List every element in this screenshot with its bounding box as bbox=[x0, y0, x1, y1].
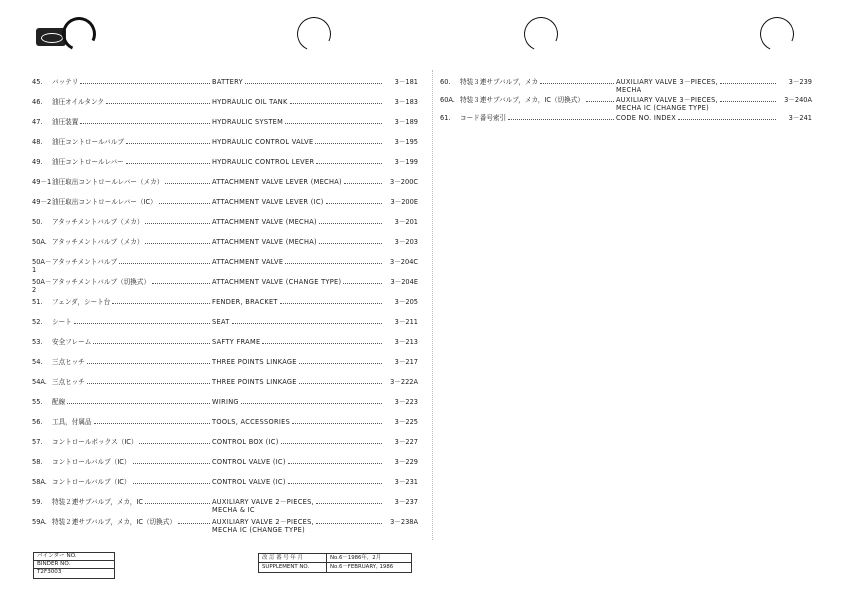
toc-entry-jp-wrap bbox=[32, 178, 212, 186]
leader-dots bbox=[126, 138, 210, 144]
toc-entry-en-title: CONTROL BOX (IC) bbox=[212, 438, 279, 446]
toc-entry bbox=[32, 278, 418, 298]
toc-entry-jp-wrap bbox=[32, 458, 212, 466]
toc-entry-page: 3－181 bbox=[394, 78, 418, 86]
binder-hole-4 bbox=[755, 12, 799, 56]
leader-dots bbox=[586, 96, 614, 102]
binder-hole-2 bbox=[292, 12, 336, 56]
toc-entry-en-wrap bbox=[616, 96, 812, 112]
toc-entry-jp-title: 油圧取出コントロールレバー（IC） bbox=[52, 198, 157, 206]
toc-entry bbox=[32, 138, 418, 158]
leader-dots bbox=[508, 114, 614, 120]
leader-dots bbox=[299, 358, 382, 364]
supplement-row-jp bbox=[259, 554, 411, 563]
toc-entry-page: 3－183 bbox=[394, 98, 418, 106]
toc-entry-page: 3－231 bbox=[394, 478, 418, 486]
toc-entry bbox=[32, 298, 418, 318]
toc-entry bbox=[32, 338, 418, 358]
toc-entry bbox=[32, 118, 418, 138]
toc-entry-en-wrap bbox=[212, 178, 418, 186]
leader-dots bbox=[326, 198, 382, 204]
toc-entry-en-title: CONTROL VALVE (IC) bbox=[212, 478, 286, 486]
toc-entry-page: 3－222A bbox=[390, 378, 418, 386]
toc-entry-page: 3－204E bbox=[390, 278, 418, 286]
toc-entry bbox=[32, 478, 418, 498]
toc-entry-en-title: ATTACHMENT VALVE (MECHA) bbox=[212, 218, 317, 226]
toc-entry-en-title: BATTERY bbox=[212, 78, 243, 86]
leader-dots bbox=[165, 178, 210, 184]
leader-dots bbox=[344, 178, 382, 184]
toc-entry bbox=[32, 238, 418, 258]
toc-entry-jp-title: 工具，付属品 bbox=[52, 418, 92, 426]
toc-entry-en-title: WIRING bbox=[212, 398, 239, 406]
toc-entry-number: 58. bbox=[32, 458, 43, 466]
leader-dots bbox=[67, 398, 210, 404]
toc-entry-en-title: ATTACHMENT VALVE LEVER (MECHA) bbox=[212, 178, 342, 186]
toc-entry-jp-wrap bbox=[32, 198, 212, 206]
leader-dots bbox=[80, 118, 210, 124]
toc-entry-jp-wrap bbox=[32, 498, 212, 506]
toc-entry-number: 49－2 bbox=[32, 198, 52, 206]
leader-dots bbox=[159, 198, 210, 204]
leader-dots bbox=[315, 138, 382, 144]
supplement-row-en bbox=[259, 563, 411, 572]
toc-entry bbox=[440, 96, 812, 114]
leader-dots bbox=[106, 98, 210, 104]
leader-dots bbox=[343, 278, 382, 284]
toc-entry-en-wrap bbox=[212, 518, 418, 534]
toc-entry-jp-wrap bbox=[32, 398, 212, 406]
toc-entry-en-title: HYDRAULIC SYSTEM bbox=[212, 118, 284, 126]
toc-entry bbox=[32, 198, 418, 218]
toc-entry-page: 3－227 bbox=[394, 438, 418, 446]
toc-entry-number: 50A－1 bbox=[32, 258, 52, 274]
binder-label-jp: バインダー NO. bbox=[34, 553, 114, 561]
toc-entry-en-wrap bbox=[616, 78, 812, 94]
toc-entry-number: 60. bbox=[440, 78, 451, 86]
leader-dots bbox=[319, 238, 382, 244]
toc-entry-page: 3－239 bbox=[788, 78, 812, 86]
toc-entry-jp-title: 安全フレーム bbox=[52, 338, 92, 346]
supplement-value-jp: No.6－1986年，2月 bbox=[330, 555, 382, 561]
leader-dots bbox=[232, 318, 382, 324]
supplement-label-jp: 改 訂 番 号 年 月 bbox=[259, 554, 327, 562]
leader-dots bbox=[316, 158, 382, 164]
toc-entry-page: 3－217 bbox=[394, 358, 418, 366]
leader-dots bbox=[678, 114, 776, 120]
leader-dots bbox=[281, 438, 382, 444]
toc-entry-jp-wrap bbox=[32, 218, 212, 226]
toc-entry-jp-title: 油圧装置 bbox=[52, 118, 79, 126]
toc-entry-page: 3－229 bbox=[394, 458, 418, 466]
leader-dots bbox=[152, 278, 210, 284]
toc-entry bbox=[32, 378, 418, 398]
toc-entry-en-wrap bbox=[212, 298, 418, 306]
toc-entry-page: 3－189 bbox=[394, 118, 418, 126]
toc-entry-jp-wrap bbox=[32, 518, 212, 526]
leader-dots bbox=[316, 498, 382, 504]
toc-entry bbox=[32, 418, 418, 438]
supplement-label-en: SUPPLEMENT NO. bbox=[259, 563, 327, 572]
toc-entry-en-title: TOOLS, ACCESSORIES bbox=[212, 418, 291, 426]
column-divider bbox=[432, 70, 433, 540]
toc-entry-jp-title: アタッチメントバルブ bbox=[52, 258, 118, 266]
toc-entry bbox=[32, 358, 418, 378]
leader-dots bbox=[285, 118, 382, 124]
toc-entry-en-wrap bbox=[212, 438, 418, 446]
toc-entry-page: 3－238A bbox=[390, 518, 418, 526]
leader-dots bbox=[87, 358, 210, 364]
leader-dots bbox=[94, 418, 210, 424]
toc-entry-jp-wrap bbox=[32, 358, 212, 366]
leader-dots bbox=[316, 518, 382, 524]
toc-entry-number: 56. bbox=[32, 418, 43, 426]
toc-entry-jp-wrap bbox=[32, 118, 212, 126]
toc-entry-en-wrap bbox=[212, 378, 418, 386]
leader-dots bbox=[178, 518, 210, 524]
toc-entry bbox=[32, 218, 418, 238]
leader-dots bbox=[133, 458, 211, 464]
toc-entry-en-wrap bbox=[212, 218, 418, 226]
leader-dots bbox=[540, 78, 614, 84]
toc-entry-en-title: THREE POINTS LINKAGE bbox=[212, 378, 297, 386]
toc-entry-jp-title: 三点ヒッチ bbox=[52, 358, 85, 366]
toc-entry bbox=[32, 258, 418, 278]
toc-entry bbox=[440, 78, 812, 96]
toc-entry-jp-title: アタッチメントバルブ（メカ） bbox=[52, 218, 144, 226]
toc-entry-jp-wrap bbox=[32, 238, 212, 246]
toc-entry bbox=[32, 458, 418, 478]
toc-entry-en-title: ATTACHMENT VALVE bbox=[212, 258, 284, 266]
toc-entry-en-wrap bbox=[212, 458, 418, 466]
leader-dots bbox=[133, 478, 211, 484]
toc-entry-jp-title: 油圧取出コントロールレバー（メカ） bbox=[52, 178, 164, 186]
toc-entry-number: 61. bbox=[440, 114, 451, 122]
toc-entry-en-title: HYDRAULIC CONTROL VALVE bbox=[212, 138, 314, 146]
toc-entry bbox=[32, 518, 418, 538]
toc-entry-en-title: SEAT bbox=[212, 318, 230, 326]
toc-entry-number: 55. bbox=[32, 398, 43, 406]
toc-entry-jp-wrap bbox=[32, 338, 212, 346]
toc-entry-en-wrap bbox=[212, 418, 418, 426]
toc-entry-jp-wrap bbox=[440, 114, 616, 122]
toc-entry-jp-title: バッテリ bbox=[52, 78, 79, 86]
toc-entry-jp-wrap bbox=[32, 278, 212, 294]
leader-dots bbox=[145, 218, 210, 224]
toc-left-column bbox=[32, 78, 418, 538]
toc-entry-en-wrap bbox=[212, 318, 418, 326]
toc-entry-page: 3－237 bbox=[394, 498, 418, 506]
leader-dots bbox=[245, 78, 382, 84]
toc-entry-jp-wrap bbox=[440, 96, 616, 104]
toc-entry-jp-wrap bbox=[32, 78, 212, 86]
toc-entry bbox=[440, 114, 812, 132]
leader-dots bbox=[87, 378, 210, 384]
toc-entry-jp-title: コントロールバルブ（IC） bbox=[52, 478, 131, 486]
toc-entry-en-title: ATTACHMENT VALVE (CHANGE TYPE) bbox=[212, 278, 342, 286]
toc-entry-jp-title: 三点ヒッチ bbox=[52, 378, 85, 386]
leader-dots bbox=[720, 78, 776, 84]
toc-entry-en-wrap bbox=[212, 138, 418, 146]
toc-entry-jp-wrap bbox=[32, 478, 212, 486]
binder-value: T2F3003 bbox=[37, 569, 62, 575]
toc-entry-number: 59. bbox=[32, 498, 43, 506]
toc-entry-jp-title: 特装２連サブバルブ，メカ，IC（切換式） bbox=[52, 518, 176, 526]
toc-entry-en-wrap bbox=[212, 98, 418, 106]
toc-entry-en-title: HYDRAULIC OIL TANK bbox=[212, 98, 288, 106]
toc-entry-en-wrap bbox=[212, 358, 418, 366]
toc-entry-page: 3－200C bbox=[390, 178, 418, 186]
toc-entry-en-wrap bbox=[212, 338, 418, 346]
toc-entry-number: 52. bbox=[32, 318, 43, 326]
toc-entry-jp-title: 特装２連サブバルブ，メカ，IC bbox=[52, 498, 143, 506]
toc-entry-number: 50A－2 bbox=[32, 278, 52, 294]
toc-entry-jp-title: アタッチメントバルブ（切換式） bbox=[52, 278, 151, 286]
toc-entry-jp-wrap bbox=[32, 438, 212, 446]
toc-entry-number: 49－1 bbox=[32, 178, 52, 186]
toc-entry-page: 3－223 bbox=[394, 398, 418, 406]
toc-entry-page: 3－201 bbox=[394, 218, 418, 226]
toc-entry-en-title: ATTACHMENT VALVE (MECHA) bbox=[212, 238, 317, 246]
toc-entry-en-wrap bbox=[212, 398, 418, 406]
leader-dots bbox=[292, 418, 382, 424]
toc-entry-jp-title: 油圧コントロールレバー bbox=[52, 158, 124, 166]
toc-entry-en-title: AUXILIARY VALVE 3－PIECES, MECHA IC (CHANGE TYPE) bbox=[616, 96, 718, 112]
leader-dots bbox=[74, 318, 210, 324]
toc-entry-jp-title: 油圧コントロールバルブ bbox=[52, 138, 124, 146]
toc-entry-page: 3－205 bbox=[394, 298, 418, 306]
leader-dots bbox=[319, 218, 382, 224]
supplement-box bbox=[258, 553, 412, 573]
toc-entry-page: 3－225 bbox=[394, 418, 418, 426]
toc-entry bbox=[32, 98, 418, 118]
leader-dots bbox=[80, 78, 210, 84]
toc-entry bbox=[32, 498, 418, 518]
toc-entry-jp-title: 配線 bbox=[52, 398, 66, 406]
toc-right-column bbox=[440, 78, 812, 132]
toc-entry-page: 3－195 bbox=[394, 138, 418, 146]
toc-entry-en-title: AUXILIARY VALVE 3－PIECES, MECHA bbox=[616, 78, 718, 94]
toc-entry-number: 57. bbox=[32, 438, 43, 446]
toc-entry-jp-wrap bbox=[32, 378, 212, 386]
leader-dots bbox=[139, 438, 210, 444]
toc-entry-jp-title: アタッチメントバルブ（メカ） bbox=[52, 238, 144, 246]
leader-dots bbox=[93, 338, 210, 344]
toc-entry bbox=[32, 178, 418, 198]
toc-entry-jp-wrap bbox=[440, 78, 616, 86]
toc-entry-en-wrap bbox=[212, 118, 418, 126]
toc-entry-en-wrap bbox=[212, 278, 418, 286]
toc-entry-jp-title: 特装３連サブバルブ，メカ bbox=[460, 78, 539, 86]
toc-entry-jp-wrap bbox=[32, 158, 212, 166]
toc-entry-jp-title: コントロールバルブ（IC） bbox=[52, 458, 131, 466]
toc-entry-en-title: SAFTY FRAME bbox=[212, 338, 261, 346]
toc-entry-number: 49. bbox=[32, 158, 43, 166]
toc-entry-en-title: CONTROL VALVE (IC) bbox=[212, 458, 286, 466]
toc-entry-en-wrap bbox=[212, 238, 418, 246]
leader-dots bbox=[288, 458, 382, 464]
toc-entry-number: 45. bbox=[32, 78, 43, 86]
toc-entry-number: 58A. bbox=[32, 478, 47, 486]
supplement-value-en: No.6－FEBRUARY, 1986 bbox=[330, 564, 394, 570]
toc-entry-page: 3－204C bbox=[390, 258, 418, 266]
toc-entry-number: 53. bbox=[32, 338, 43, 346]
toc-entry-jp-wrap bbox=[32, 98, 212, 106]
toc-entry-jp-wrap bbox=[32, 318, 212, 326]
toc-entry-number: 59A. bbox=[32, 518, 47, 526]
toc-entry-en-title: HYDRAULIC CONTROL LEVER bbox=[212, 158, 315, 166]
toc-entry-en-wrap bbox=[212, 478, 418, 486]
toc-entry-jp-wrap bbox=[32, 258, 212, 274]
toc-entry bbox=[32, 318, 418, 338]
toc-entry-en-title: AUXILIARY VALVE 2－PIECES, MECHA & IC bbox=[212, 498, 314, 514]
toc-entry-number: 54A. bbox=[32, 378, 47, 386]
leader-dots bbox=[262, 338, 382, 344]
toc-entry-number: 46. bbox=[32, 98, 43, 106]
toc-entry-en-wrap bbox=[212, 158, 418, 166]
toc-entry bbox=[32, 438, 418, 458]
toc-entry-number: 50A. bbox=[32, 238, 47, 246]
leader-dots bbox=[112, 298, 210, 304]
toc-entry-en-title: FENDER, BRACKET bbox=[212, 298, 278, 306]
leader-dots bbox=[720, 96, 776, 102]
toc-entry-jp-title: 特装３連サブバルブ，メカ，IC（切換式） bbox=[460, 96, 584, 104]
toc-entry-en-wrap bbox=[616, 114, 812, 122]
leader-dots bbox=[290, 98, 382, 104]
toc-entry-number: 54. bbox=[32, 358, 43, 366]
toc-entry bbox=[32, 78, 418, 98]
toc-entry bbox=[32, 398, 418, 418]
leader-dots bbox=[299, 378, 382, 384]
binder-hole-3 bbox=[519, 12, 563, 56]
toc-entry-en-title: CODE NO. INDEX bbox=[616, 114, 677, 122]
leader-dots bbox=[126, 158, 210, 164]
leader-dots bbox=[119, 258, 210, 264]
toc-entry-jp-wrap bbox=[32, 138, 212, 146]
binder-hole-1 bbox=[57, 12, 101, 56]
leader-dots bbox=[280, 298, 382, 304]
toc-entry-number: 50. bbox=[32, 218, 43, 226]
binder-number-box bbox=[33, 552, 115, 579]
toc-entry bbox=[32, 158, 418, 178]
toc-entry-jp-wrap bbox=[32, 418, 212, 426]
toc-entry-page: 3－211 bbox=[394, 318, 418, 326]
toc-entry-page: 3－241 bbox=[788, 114, 812, 122]
toc-entry-en-title: AUXILIARY VALVE 2－PIECES, MECHA IC (CHANGE TYPE) bbox=[212, 518, 314, 534]
toc-entry-number: 60A. bbox=[440, 96, 455, 104]
toc-entry-jp-title: 油圧オイルタンク bbox=[52, 98, 105, 106]
leader-dots bbox=[288, 478, 382, 484]
toc-entry-jp-title: コード番号索引 bbox=[460, 114, 507, 122]
toc-entry-number: 47. bbox=[32, 118, 43, 126]
toc-entry-en-wrap bbox=[212, 258, 418, 266]
toc-entry-jp-title: シート bbox=[52, 318, 72, 326]
toc-entry-en-wrap bbox=[212, 78, 418, 86]
leader-dots bbox=[145, 498, 210, 504]
toc-entry-page: 3－203 bbox=[394, 238, 418, 246]
toc-entry-page: 3－200E bbox=[390, 198, 418, 206]
toc-entry-number: 48. bbox=[32, 138, 43, 146]
toc-entry-en-title: ATTACHMENT VALVE LEVER (IC) bbox=[212, 198, 324, 206]
leader-dots bbox=[241, 398, 382, 404]
binder-label-en: BINDER NO. bbox=[34, 561, 114, 569]
leader-dots bbox=[145, 238, 210, 244]
toc-entry-en-title: THREE POINTS LINKAGE bbox=[212, 358, 297, 366]
toc-entry-page: 3－213 bbox=[394, 338, 418, 346]
toc-entry-number: 51. bbox=[32, 298, 43, 306]
toc-entry-page: 3－240A bbox=[784, 96, 812, 104]
toc-entry-en-wrap bbox=[212, 498, 418, 514]
toc-entry-en-wrap bbox=[212, 198, 418, 206]
toc-entry-jp-wrap bbox=[32, 298, 212, 306]
toc-entry-jp-title: コントロールボックス（IC） bbox=[52, 438, 138, 446]
leader-dots bbox=[285, 258, 382, 264]
toc-entry-page: 3－199 bbox=[394, 158, 418, 166]
toc-entry-jp-title: フェンダ，シート台 bbox=[52, 298, 111, 306]
